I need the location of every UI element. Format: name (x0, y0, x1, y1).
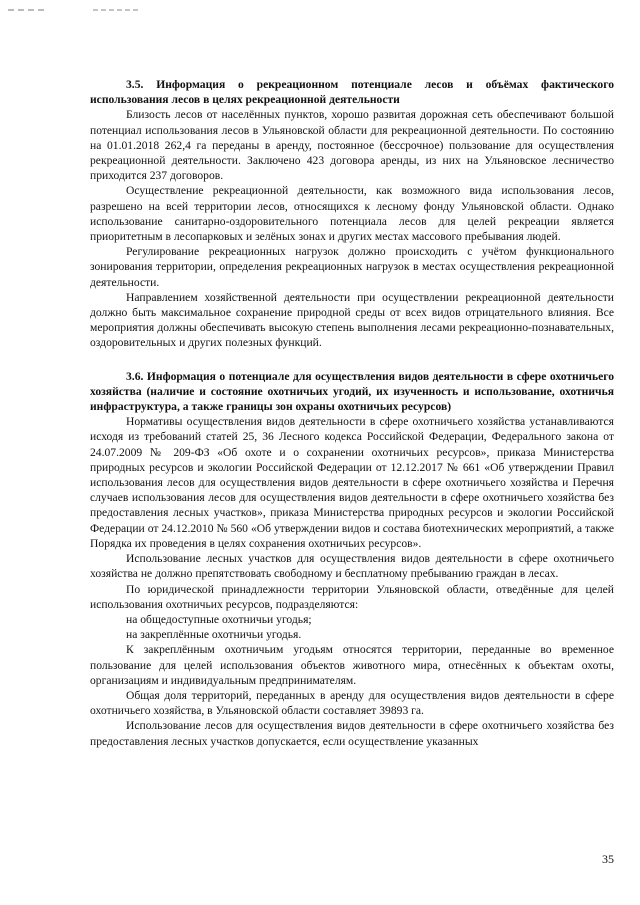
page-content (90, 77, 614, 749)
page-number: 35 (602, 852, 614, 866)
section-3-6-heading: 3.6. Информация о потенциале для осуществления видов деятельности в сфере охотничьего хозяйства (наличие и состояние охотничьих угодий, их изученность и использование, охотничья инфраструктура, а также границы зон охраны охотничьих ресурсов) (90, 369, 614, 414)
section-3-5-heading: 3.5. Информация о рекреационном потенциале лесов и объёмах фактического использования лесов в целях рекреационной деятельности (90, 78, 614, 107)
paragraph: Общая доля территорий, переданных в аренду для осуществления видов деятельности в сфере охотничьего хозяйства, в Ульяновской области составляет 39893 га. (90, 688, 614, 718)
paragraph: По юридической принадлежности территории Ульяновской области, отведённые для целей использования охотничьих ресурсов, подразделяются: (90, 582, 614, 611)
paragraph: Регулирование рекреационных нагрузок должно происходить с учётом функционального зонирования территории, определения рекреационных нагрузок в местах осуществления рекреационной деятельности. (90, 245, 614, 289)
paragraph: Близость лесов от населённых пунктов, хорошо развитая дорожная сеть обеспечивают большой потенциал использования лесов в Ульяновской области для рекреационной деятельности. По состоянию на 01.01.2018 262,4 га переданы в аренду, постоянное (бессрочное) пользование для осуществления рекреационной деятельности. Заключено 423 договора аренды, из них на Ульяновское лесничество приходится 237 договоров. (90, 108, 614, 183)
paragraph: Направлением хозяйственной деятельности при осуществлении рекреационной деятельности должно быть максимальное сохранение природной среды от всех видов отрицательного влияния. Все мероприятия должны обеспечивать высокую степень выполнения лесами рекреационно-познавательных, оздоровительных и других полезных функций. (90, 290, 614, 350)
list-item: на общедоступные охотничьи угодья; (126, 612, 312, 626)
scan-artifact (8, 8, 138, 14)
paragraph: К закреплённым охотничьим угодьям относятся территории, переданные во временное пользование для целей использования объектов животного мира, отнесённых к объектам охоты, организациям и индивидуальным предпринимателям. (90, 643, 614, 687)
paragraph: Использование лесов для осуществления видов деятельности в сфере охотничьего хозяйства без предоставления лесных участков допускается, если осуществление указанных (90, 719, 614, 748)
paragraph: Использование лесных участков для осуществления видов деятельности в сфере охотничьего хозяйства не должно препятствовать свободному и бесплатному пребыванию граждан в лесах. (90, 552, 614, 581)
section-spacer (90, 351, 614, 369)
list-item: на закреплённые охотничьи угодья. (126, 628, 302, 642)
paragraph: Осуществление рекреационной деятельности, как возможного вида использования лесов, разрешено на всей территории лесов, относящихся к лесному фонду Ульяновской области. Однако использование санитарно-оздоровительного потенциала лесов для целей рекреации является приоритетным в лесопарковых и зелёных зонах и других местах массового пребывания людей. (90, 184, 614, 244)
paragraph: Нормативы осуществления видов деятельности в сфере охотничьего хозяйства устанавливаются исходя из требований статей 25, 36 Лесного кодекса Российской Федерации, Федерального закона от 24.07.2009 № 209-ФЗ «Об охоте и о сохранении охотничьих ресурсов», приказа Министерства природных ресурсов и экологии Российской Федерации от 12.12.2017 № 661 «Об утверждении Правил использования лесов для осуществления видов деятельности в сфере охотничьего хозяйства и Перечня случаев использования лесов для осуществления видов деятельности в сфере охотничьего хозяйства без предоставления лесных участков», приказа Министерства природных ресурсов и экологии Российской Федерации от 24.12.2010 № 560 «Об утверждении видов и состава биотехнических мероприятий, а также Порядка их проведения в целях сохранения охотничьих ресурсов». (90, 415, 614, 550)
